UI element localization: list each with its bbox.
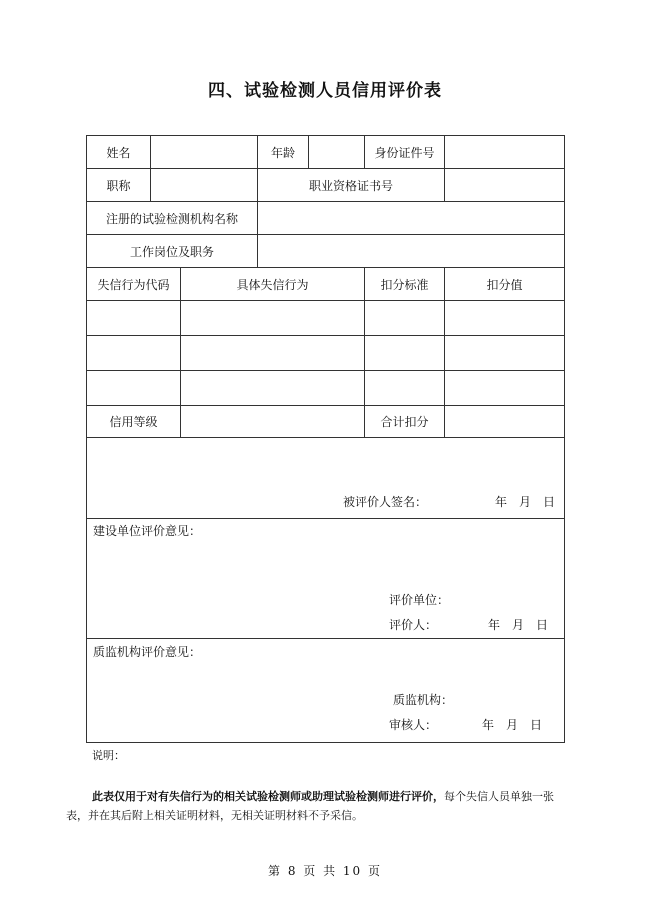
construction-opinion-label: 建设单位评价意见：: [93, 524, 202, 538]
supervision-opinion-box[interactable]: [87, 639, 565, 743]
job-title-value[interactable]: [151, 169, 258, 202]
page-footer: 第 8 页 共 10 页: [268, 864, 382, 878]
evaluatee-signature-label: 被评价人签名：: [343, 495, 428, 509]
label-position: 工作岗位及职务: [87, 235, 258, 268]
evaluator-label: 评价人：: [389, 618, 438, 632]
label-age: 年龄: [258, 136, 309, 169]
credit-level-value[interactable]: [181, 406, 365, 438]
reviewer-label: 审核人：: [389, 718, 438, 732]
violation-detail-cell[interactable]: [181, 301, 365, 336]
deduction-standard-cell[interactable]: [365, 336, 445, 371]
label-name: 姓名: [87, 136, 151, 169]
evaluator-date: 年 月 日: [488, 618, 549, 632]
deduction-standard-cell[interactable]: [365, 371, 445, 406]
notes-bold-text: 此表仅用于对有失信行为的相关试验检测师或助理试验检测师进行评价，: [92, 790, 444, 803]
label-total-deduction: 合计扣分: [365, 406, 445, 438]
reviewer-date: 年 月 日: [482, 718, 543, 732]
supervision-opinion-label: 质监机构评价意见：: [93, 645, 202, 659]
label-qualification-cert: 职业资格证书号: [258, 169, 445, 202]
header-deduction-standard: 扣分标准: [365, 268, 445, 301]
table-row: [87, 301, 565, 336]
evaluatee-date: 年 月 日: [495, 495, 556, 509]
construction-opinion-box[interactable]: [87, 519, 565, 639]
header-violation-code: 失信行为代码: [87, 268, 181, 301]
position-value[interactable]: [258, 235, 565, 268]
institution-value[interactable]: [258, 202, 565, 235]
name-value[interactable]: [151, 136, 258, 169]
label-job-title: 职称: [87, 169, 151, 202]
header-violation-detail: 具体失信行为: [181, 268, 365, 301]
label-institution: 注册的试验检测机构名称: [87, 202, 258, 235]
violation-code-cell[interactable]: [87, 301, 181, 336]
notes-text-rest: 每个失信人员单独一张: [444, 790, 554, 803]
evaluating-unit-label: 评价单位：: [389, 593, 450, 607]
deduction-value-cell[interactable]: [445, 371, 565, 406]
age-value[interactable]: [309, 136, 365, 169]
notes-label: 说明：: [92, 749, 125, 762]
notes-text-line2: 表，并在其后附上相关证明材料，无相关证明材料不予采信。: [66, 809, 363, 822]
credit-evaluation-table: [86, 135, 565, 743]
violation-code-cell[interactable]: [87, 371, 181, 406]
table-row: [87, 336, 565, 371]
evaluatee-signature-box[interactable]: [87, 438, 565, 519]
deduction-value-cell[interactable]: [445, 301, 565, 336]
total-deduction-value[interactable]: [445, 406, 565, 438]
table-row: [87, 371, 565, 406]
label-credit-level: 信用等级: [87, 406, 181, 438]
header-deduction-value: 扣分值: [445, 268, 565, 301]
id-number-value[interactable]: [445, 136, 565, 169]
label-id-number: 身份证件号: [365, 136, 445, 169]
form-title: 四、试验检测人员信用评价表: [208, 81, 442, 101]
notes-paragraph: [66, 768, 564, 825]
violation-detail-cell[interactable]: [181, 336, 365, 371]
violation-detail-cell[interactable]: [181, 371, 365, 406]
qualification-cert-value[interactable]: [445, 169, 565, 202]
violation-code-cell[interactable]: [87, 336, 181, 371]
deduction-value-cell[interactable]: [445, 336, 565, 371]
deduction-standard-cell[interactable]: [365, 301, 445, 336]
supervision-agency-label: 质监机构：: [393, 693, 454, 707]
